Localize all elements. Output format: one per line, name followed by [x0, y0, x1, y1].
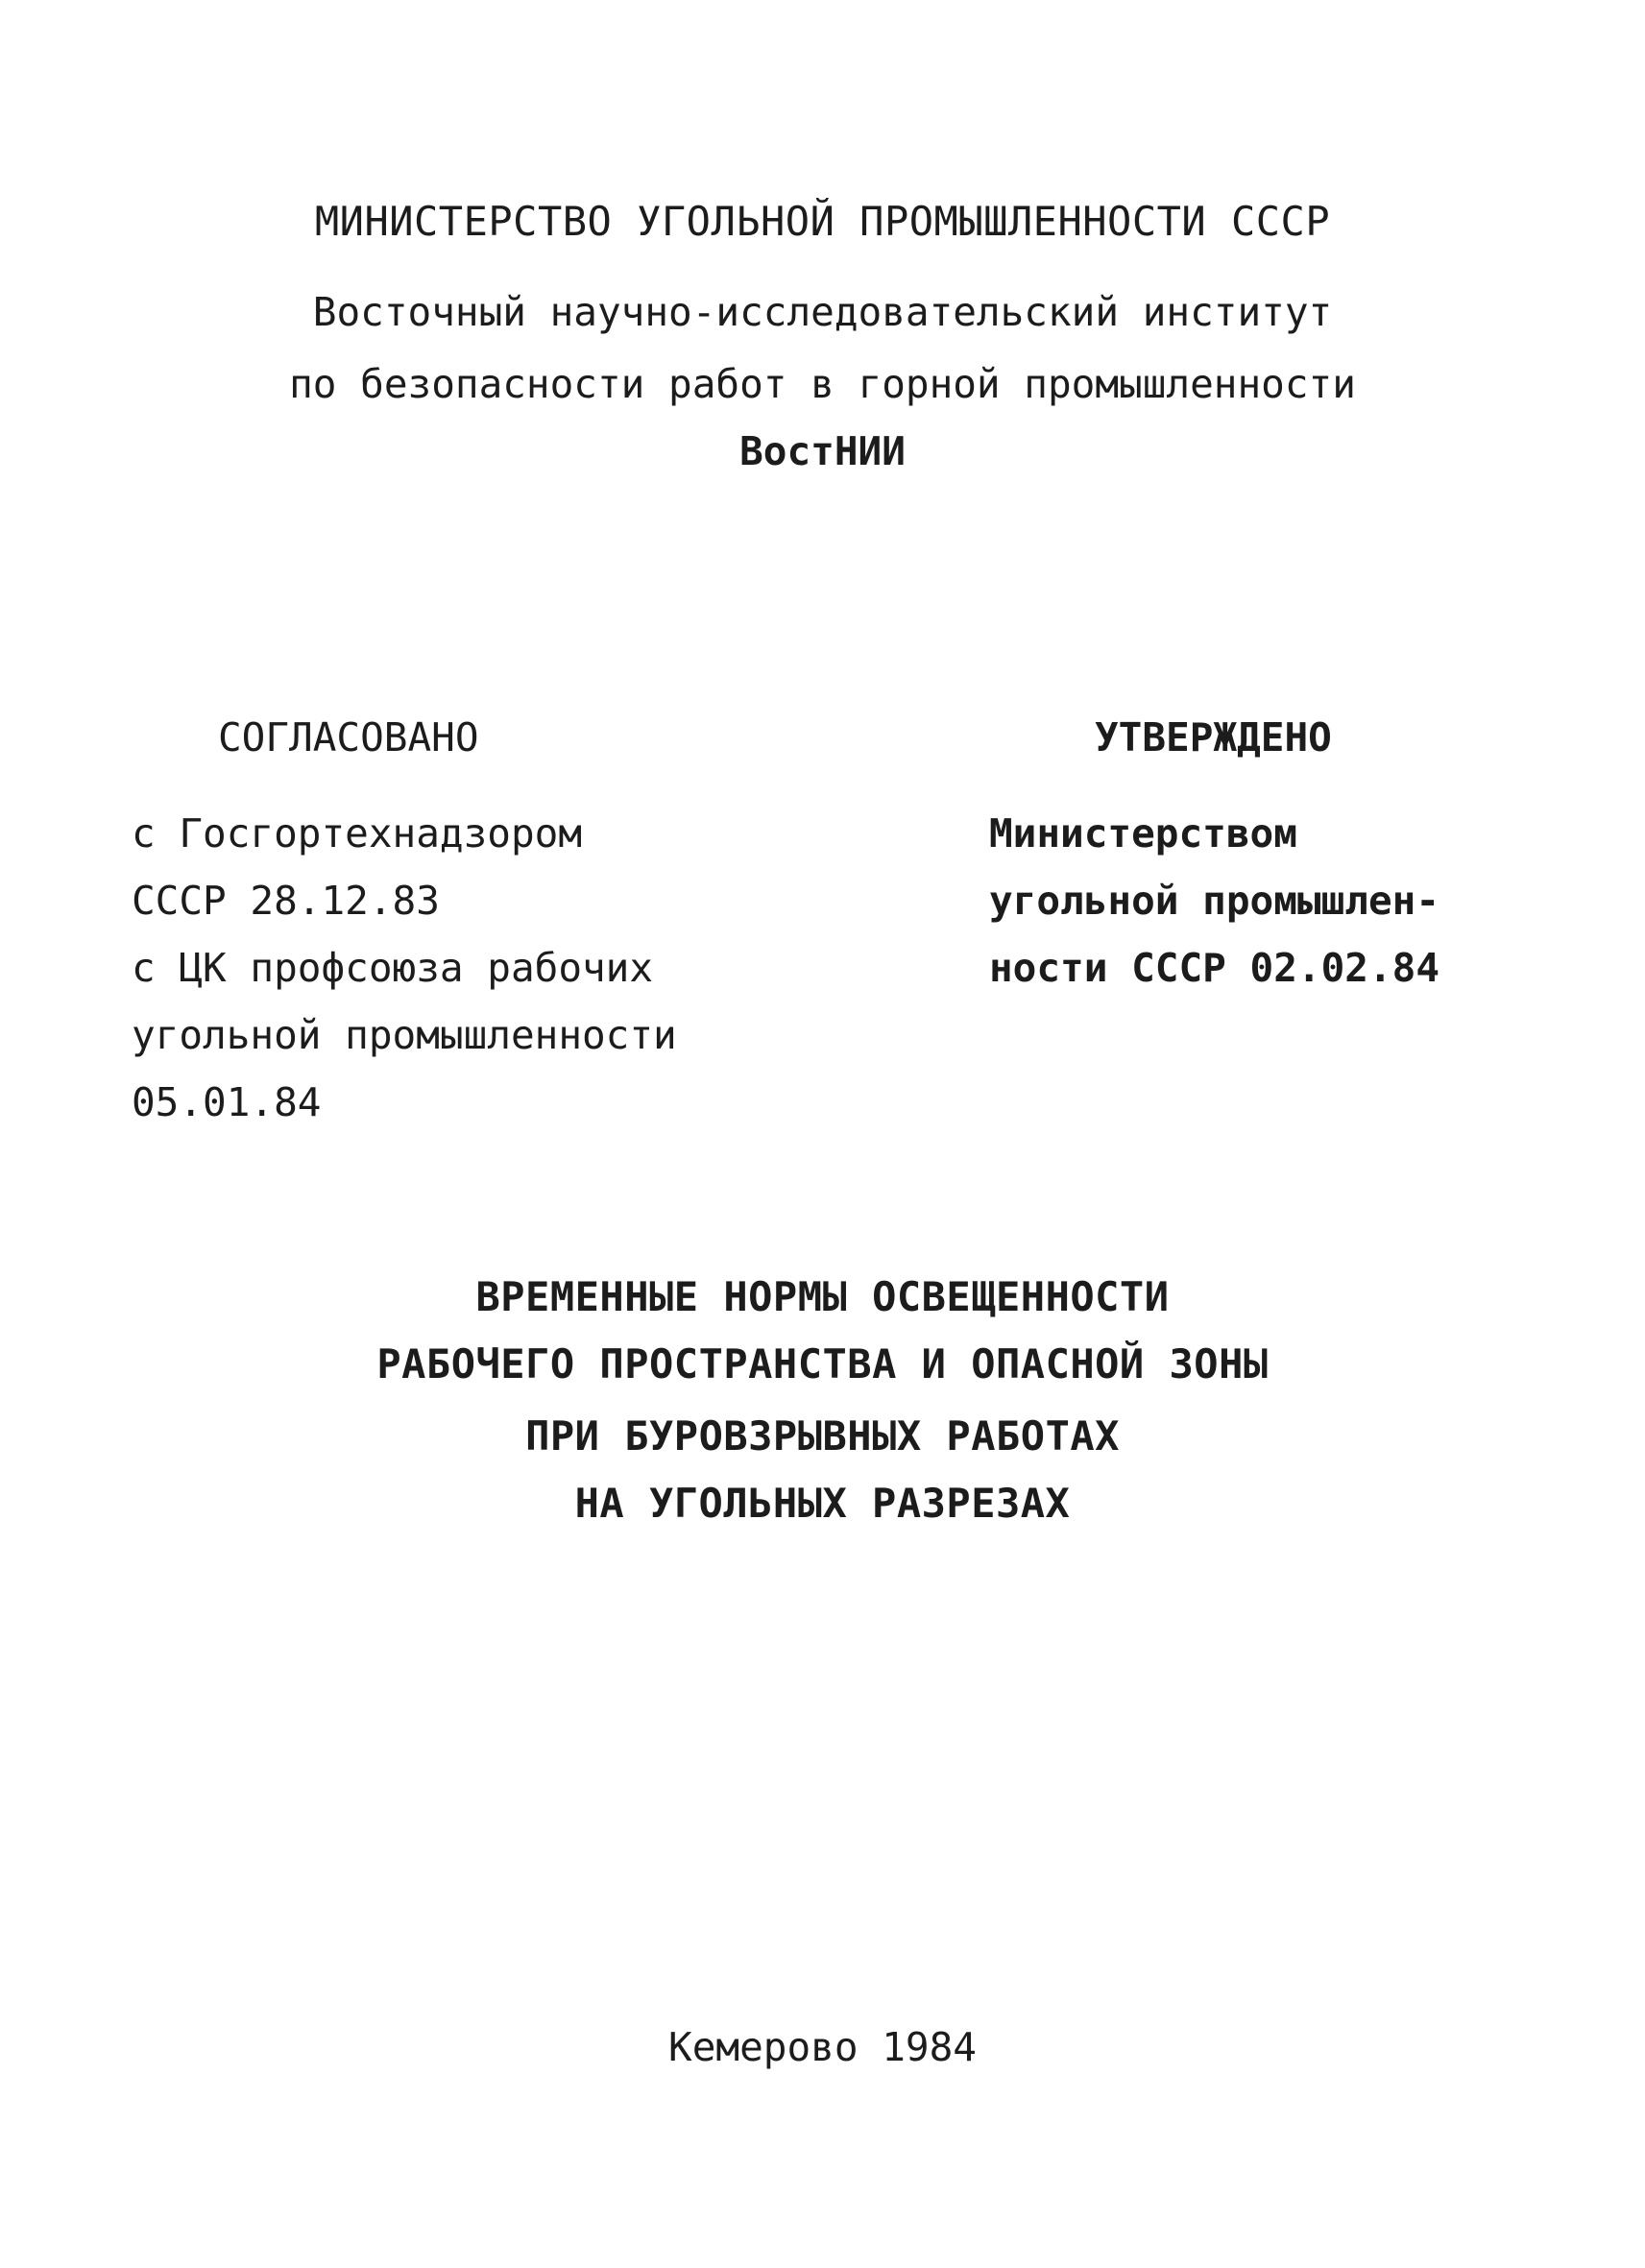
document-title-line-3: ПРИ БУРОВЗРЫВНЫХ РАБОТАХ	[525, 1412, 1120, 1460]
agreed-line-3: с ЦК профсоюза рабочих	[132, 945, 654, 991]
approved-line-3: ности СССР 02.02.84	[989, 945, 1439, 991]
approved-line-1: Министерством	[989, 810, 1297, 857]
ministry-heading: МИНИСТЕРСТВО УГОЛЬНОЙ ПРОМЫШЛЕННОСТИ СССР	[314, 198, 1331, 245]
institute-name-line-1: Восточный научно-исследовательский институт	[312, 289, 1333, 335]
institute-name-line-2: по безопасности работ в горной промышленности	[289, 361, 1356, 407]
agreed-line-4: угольной промышленности	[132, 1012, 677, 1058]
document-title-line-2: РАБОЧЕГО ПРОСТРАНСТВА И ОПАСНОЙ ЗОНЫ	[376, 1340, 1269, 1387]
agreed-line-5: 05.01.84	[132, 1079, 322, 1125]
agreed-line-2: СССР 28.12.83	[132, 878, 440, 924]
approved-line-2: угольной промышлен-	[989, 878, 1439, 924]
agreed-heading: СОГЛАСОВАНО	[218, 714, 479, 760]
place-and-year: Кемерово 1984	[668, 2024, 977, 2070]
approved-heading: УТВЕРЖДЕНО	[1095, 714, 1332, 760]
agreed-line-1: с Госгортехнадзором	[132, 810, 582, 857]
document-title-line-4: НА УГОЛЬНЫХ РАЗРЕЗАХ	[574, 1480, 1071, 1527]
document-title-line-1: ВРЕМЕННЫЕ НОРМЫ ОСВЕЩЕННОСТИ	[475, 1273, 1170, 1320]
institute-abbreviation: ВостНИИ	[739, 428, 906, 474]
